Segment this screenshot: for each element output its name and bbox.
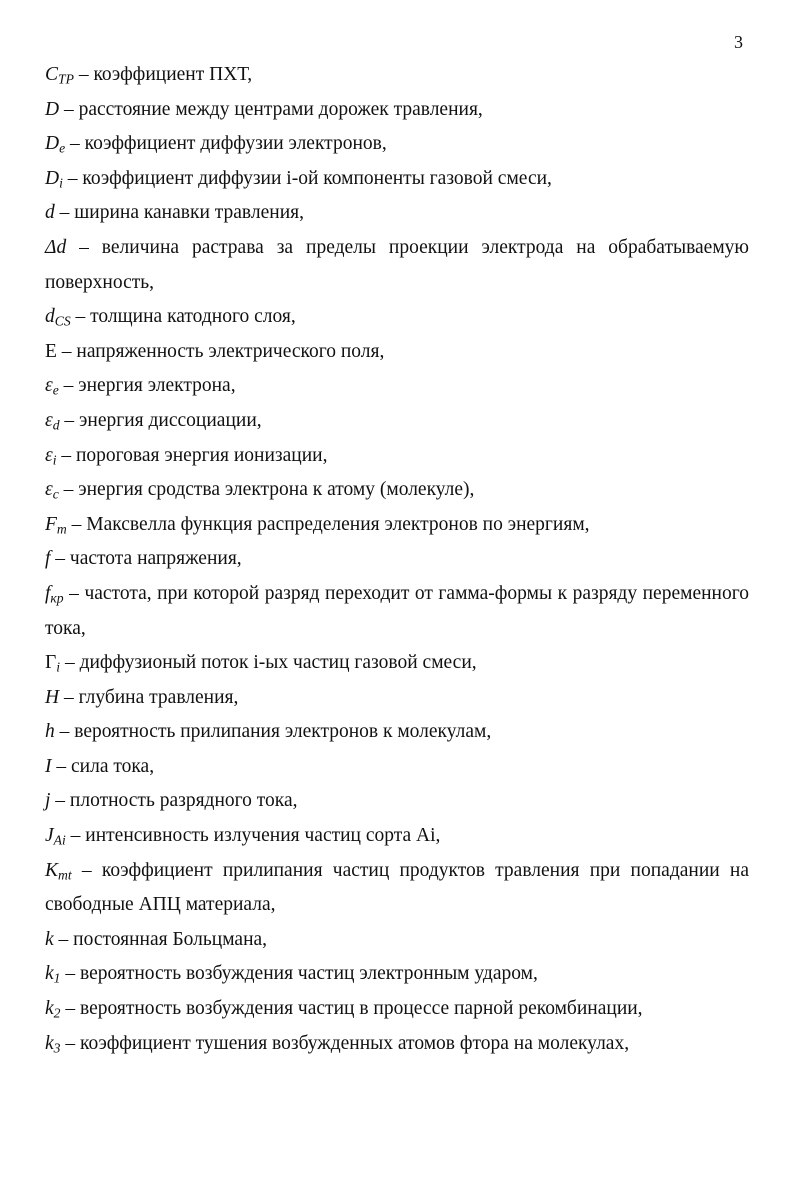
- list-item: [45, 992, 749, 1027]
- definition: – энергия диссоциации,: [59, 409, 262, 431]
- definition: – коэффициент тушения возбужденных атомов фтора на молекулах,: [60, 1032, 630, 1054]
- definition: – постоянная Больцмана,: [53, 928, 268, 950]
- symbol: ε: [45, 479, 53, 501]
- symbol: ε: [45, 444, 53, 466]
- definition: – расстояние между центрами дорожек травления,: [59, 98, 483, 120]
- symbol-subscript: 1: [53, 970, 61, 986]
- definition: – частота напряжения,: [50, 548, 242, 570]
- symbol-subscript: i: [56, 659, 61, 675]
- definition: – пороговая энергия ионизации,: [56, 444, 328, 466]
- definition: – напряженность электрического поля,: [56, 340, 385, 362]
- list-item: [45, 335, 749, 370]
- symbol-subscript: d: [52, 417, 60, 433]
- symbol-subscript: TP: [58, 71, 74, 87]
- definition: – коэффициент ПХТ,: [73, 64, 253, 85]
- symbol: I: [45, 755, 52, 777]
- list-item: [45, 162, 749, 197]
- symbol: k: [45, 998, 54, 1020]
- symbol-subscript: 2: [53, 1005, 61, 1021]
- definition: – величина растрава за пределы проекции электрода на обрабатываемую поверхность,: [45, 236, 749, 293]
- definition: – глубина травления,: [59, 686, 239, 708]
- list-item: [45, 439, 749, 474]
- list-item: [45, 93, 749, 128]
- symbol-subscript: CS: [54, 313, 71, 329]
- list-item: [45, 784, 749, 819]
- definition: – сила тока,: [51, 755, 155, 777]
- definition: – энергия сродства электрона к атому (молекуле),: [58, 479, 475, 501]
- definition: – коэффициент диффузии электронов,: [65, 133, 387, 155]
- definition: – коэффициент прилипания частиц продуктов травления при попадании на свободные АПЦ материала,: [45, 859, 749, 916]
- definition: – Максвелла функция распределения электронов по энергиям,: [66, 513, 590, 535]
- list-item: [45, 58, 749, 93]
- symbol-subscript: i: [59, 175, 63, 191]
- symbol: k: [45, 928, 54, 950]
- list-item: [45, 127, 749, 162]
- definition: – вероятность возбуждения частиц в процессе парной рекомбинации,: [60, 998, 643, 1020]
- list-item: [45, 957, 749, 992]
- symbol: E: [45, 340, 57, 362]
- symbol: k: [45, 1032, 54, 1054]
- symbol: D: [45, 167, 60, 189]
- symbol: k: [45, 963, 54, 985]
- symbol: f: [45, 548, 51, 570]
- symbol-subscript: e: [59, 140, 66, 156]
- definition: – вероятность возбуждения частиц электронным ударом,: [60, 963, 538, 985]
- definition: – ширина канавки травления,: [54, 202, 304, 224]
- list-item: [45, 404, 749, 439]
- list-item: [45, 577, 749, 646]
- symbol-subscript: 3: [53, 1040, 61, 1056]
- symbol: D: [45, 98, 60, 120]
- symbol-subscript: e: [52, 382, 59, 398]
- list-item: [45, 473, 749, 508]
- list-item: [45, 819, 749, 854]
- symbol: K: [45, 859, 59, 881]
- symbol: j: [45, 790, 51, 812]
- symbol: H: [45, 686, 60, 708]
- symbol-subscript: mt: [58, 867, 72, 883]
- symbol: Γ: [45, 652, 57, 674]
- symbol-subscript: кр: [50, 590, 64, 606]
- list-item: [45, 300, 749, 335]
- list-item: [45, 1027, 749, 1062]
- symbol: J: [45, 825, 54, 847]
- symbol: d: [45, 202, 55, 224]
- symbol: ε: [45, 409, 53, 431]
- definition: – плотность разрядного тока,: [50, 790, 298, 812]
- list-item: [45, 715, 749, 750]
- list-item: [45, 750, 749, 785]
- list-item: [45, 231, 749, 300]
- symbol: C: [45, 64, 59, 85]
- symbol: F: [45, 513, 57, 535]
- symbol-subscript: c: [52, 486, 59, 502]
- symbol: ε: [45, 375, 53, 397]
- definition: – частота, при которой разряд переходит от гамма-формы к разряду переменного тока,: [45, 582, 749, 639]
- symbol: D: [45, 133, 60, 155]
- list-item: [45, 196, 749, 231]
- symbol-subscript: m: [56, 521, 67, 537]
- symbol: h: [45, 721, 55, 743]
- symbol: f: [45, 582, 51, 604]
- list-item: [45, 508, 749, 543]
- symbol-subscript: i: [52, 451, 57, 467]
- list-item: [45, 681, 749, 716]
- list-item: [45, 854, 749, 923]
- definition: – толщина катодного слоя,: [70, 306, 296, 328]
- list-item: [45, 542, 749, 577]
- nomenclature-list: [45, 58, 749, 1061]
- definition: – вероятность прилипания электронов к молекулам,: [54, 721, 492, 743]
- symbol-subscript: Ai: [53, 832, 66, 848]
- definition: – диффузионый поток i-ых частиц газовой смеси,: [60, 652, 477, 674]
- symbol: d: [45, 306, 55, 328]
- list-item: [45, 923, 749, 958]
- definition: – энергия электрона,: [58, 375, 236, 397]
- page-number: 3: [734, 32, 743, 52]
- definition: – интенсивность излучения частиц сорта Ai,: [65, 825, 441, 847]
- symbol: Δd: [45, 236, 67, 258]
- list-item: [45, 646, 749, 681]
- definition: – коэффициент диффузии i-ой компоненты газовой смеси,: [62, 167, 552, 189]
- list-item: [45, 369, 749, 404]
